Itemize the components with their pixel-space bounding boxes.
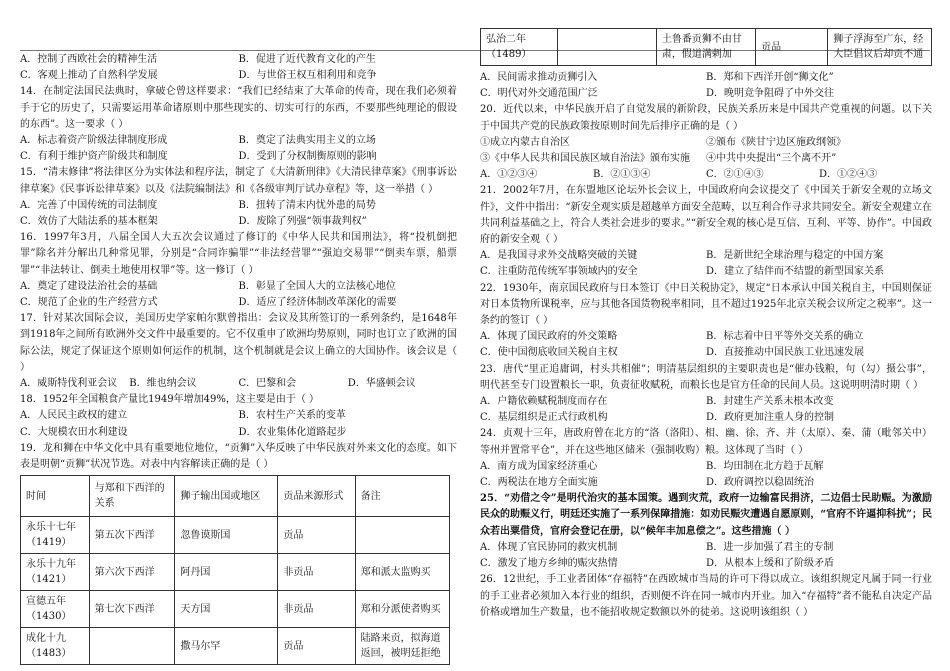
q25-options (480, 540, 932, 572)
table-header-row (21, 476, 450, 517)
option: D．晚明竞争阻碍了中外交往 (706, 88, 835, 100)
option: A．标志着资产阶级法律制度形成 (20, 135, 168, 147)
table-cell: 非贡品 (278, 591, 355, 628)
statement-item: ③《中华人民共和国民族区域自治法》颁布实施 (480, 153, 690, 165)
question-24: 24．贞观十三年，唐政府曾在北方的“洛（洛阳）、相、幽、徐、齐、并（太原）、秦、蒲（毗邻关中）等州并置常平仓”，并在这些地区储米（强制收购）粮。这体现了当时（ ） (480, 428, 932, 456)
table-cell: 郑和派太监购买 (355, 554, 449, 591)
table-cell: 宣德五年（1430） (21, 591, 90, 628)
option: B．是新世纪全球治理与稳定的中国方案 (706, 250, 884, 262)
table-cell: 土鲁番贡狮不由甘肃，假道满剌加 (656, 29, 755, 66)
option: B．促进了近代教育文化的产生 (238, 54, 376, 65)
q18-options (20, 408, 457, 440)
q14-options (20, 133, 457, 165)
option: A．威斯特伐利亚会议 (20, 378, 118, 390)
option: C．②①④③ (706, 169, 764, 181)
option: B．扭转了清末内忧外患的局势 (238, 199, 376, 211)
table-header-cell: 备注 (355, 476, 449, 517)
option: B．均田制在北方趋于瓦解 (706, 460, 824, 472)
question-14: 14．在制定法国民法典时，拿破仑曾这样要求：“我们已经结束了大革命的传奇，现在我们必须着手于它的历史了，只需要运用革命诸原则中那些现实的、切实可行的东西，不要那些纯理论的假设的东西”。这一要求（ ） (20, 86, 457, 130)
right-column (480, 28, 932, 621)
q20-options (480, 167, 932, 183)
table-header-cell: 与郑和下西洋的关系 (89, 476, 175, 517)
question-19: 19．龙和狮在中华文化中具有重要地位地位，“贡狮”入华反映了中华民族对外来文化的态度。如下表是明朝“贡狮”状况节选。对表中内容解读正确的是（ ） (20, 442, 457, 471)
option: B．农村生产关系的变革 (238, 410, 346, 422)
question-23: 23．唐代“里正追庸调，村头共相催”；明清基层组织的主要职责也是“催办钱粮，句（勾）摄公事”，明代甚至专门设置粮长一职，负责征收赋税，而粮长也是官方任命的民间人员。这说明明清时期（ ） (480, 363, 932, 391)
table-cell: 忽鲁谟斯国 (175, 517, 278, 554)
option: A．南方成为国家经济重心 (480, 460, 598, 472)
option: A．户籍依赖赋税制度而存在 (480, 396, 608, 408)
table-cell: 弘治二年（1489） (481, 29, 558, 66)
option: A．完善了中国传统的司法制度 (20, 199, 158, 211)
option: C．有利于维护资产阶级共和制度 (20, 151, 168, 163)
table-cell (89, 628, 175, 665)
option: D．从根本上缓和了阶级矛盾 (706, 558, 835, 570)
table-header-cell: 狮子输出国或地区 (175, 476, 278, 517)
table-cell: 永乐十七年（1419） (21, 517, 90, 554)
option: B．进一步加强了君主的专制 (706, 541, 834, 553)
option: B．郑和下西洋开创“狮文化” (706, 72, 834, 83)
q21-options (480, 248, 932, 280)
option: B．奠定了法典实用主义的立场 (238, 135, 376, 147)
option: C．巴黎和会 (238, 378, 297, 390)
table-cell: 永乐十九年（1421） (21, 554, 90, 591)
question-25: 25．“劝借之令”是明代治灾的基本国策。遇到灾荒，政府一边输富民捐济，二边倡士民助赈。为激励民众的助赈义行，明廷还实施了一系列保障措施：如劝民赈灾遭遇自愿原则，“官府不许逼抑科扰”；民众若出粟借贷，官府会登记在册，以“候年丰加息偿之”。这些措施（ ） (480, 493, 932, 537)
option: D．农业集体化道路起步 (238, 426, 347, 438)
q15-options (20, 198, 457, 230)
option: B．维也纳会议 (129, 378, 197, 390)
option: A．①②③④ (480, 169, 538, 181)
option: A．民间需求推动贡狮引入 (480, 72, 598, 83)
table-row (21, 554, 450, 591)
statement-item: ②颁布《陕甘宁边区施政纲领》 (706, 136, 846, 148)
option: C．注重防范传统军事领域内的安全 (480, 266, 638, 278)
question-18: 18．1952年全国粮食产量比1949年增加49%，这主要是由于（ ） (20, 394, 320, 406)
q13-options (20, 52, 457, 84)
tribute-lion-table (20, 475, 450, 665)
table-cell (355, 517, 449, 554)
table-cell: 第六次下西洋 (89, 554, 175, 591)
option: D．政府调控以稳固统治 (706, 477, 815, 489)
option: B．标志着中日平等外交关系的确立 (706, 331, 864, 343)
q20-items (480, 135, 932, 167)
table-row (21, 591, 450, 628)
question-21: 21．2002年7月，在东盟地区论坛外长会议上，中国政府向会议提交了《中国关于新安全观的立场文件》，文件中指出：“新安全观实质是超越单方面安全范畴，以互利合作寻求共同安全。新安全观建立在共同利益基础之上，符合人类社会进步的要求。”“新安全观的核心是互信、互利、平等、协作”。中国政府的新安全观（ ） (480, 185, 932, 246)
q16-options (20, 279, 457, 311)
table-cell: 贡品 (278, 517, 355, 554)
table-row (21, 628, 450, 665)
table-cell: 第五次下西洋 (89, 517, 175, 554)
option: D．直接推动中国民族工业迅速发展 (706, 347, 865, 359)
question-16: 16．1997年3月，八届全国人大五次会议通过了修订的《中华人民共和国刑法》，将“投机倒把罪”除名并分解出几种常见罪，分别是“合同诈骗罪”“非法经营罪”“强迫交易罪”“倒卖车票，船票罪”“非法转让、倒卖土地使用权罪”等。这一修订（ ） (20, 232, 457, 276)
option: D．政府更加注重人身的控制 (706, 412, 835, 424)
table-cell: 郑和分派使者购买 (355, 591, 449, 628)
option: D．①②④③ (819, 169, 878, 181)
question-15: 15．“清末修律”将法律区分为实体法和程序法，制定了《大清新刑律》《大清民律草案》《刑事诉讼律草案》《民事诉讼律草案》以及《法院编制法》和《各级审判厅试办章程》等，这一举措（ ） (20, 167, 457, 195)
table-cell: 陆路来贡，拟海道返回，被明廷拒绝 (355, 628, 449, 665)
option: C．激发了地方乡绅的赈灾热情 (480, 558, 618, 570)
option: D．适应了经济体制改革深化的需要 (238, 297, 397, 309)
tribute-lion-table-continued (480, 28, 932, 66)
table-cell: 第七次下西洋 (89, 591, 175, 628)
question-20: 20．近代以来，中华民族开启了自觉发展的新阶段，民族关系历来是中国共产党重视的问题。以下关于中国共产党的民族政策按原则时间先后排序正确的是（ ） (480, 104, 932, 132)
option: D．与世俗王权互相利用和竞争 (238, 70, 377, 82)
option: A．奠定了建设法治社会的基础 (20, 280, 158, 292)
table-cell: 成化十九（1483） (21, 628, 90, 665)
option: B．②①③④ (593, 169, 651, 181)
option: C．大规模农田水利建设 (20, 426, 128, 438)
q24-options (480, 459, 932, 491)
option: A．体现了官民协同的救灾机制 (480, 541, 618, 553)
option: C．规范了企业的生产经营方式 (20, 297, 158, 309)
option: D．废除了列强“领事裁判权” (238, 216, 367, 228)
question-26: 26．12世纪，手工业者团体“存福特”在西欧城市当局的许可下得以成立。该组织规定凡属于同一行业的手工业者必须加入本行业的组织，否则便不许在同一城市内开业。加入“存福特”者不能私自决定产品价格或增加生产数量，也不能招收规定数额以外的徒弟。这说明该组织（ ） (480, 574, 932, 618)
option: C．使中国彻底收回关税自主权 (480, 347, 618, 359)
table-cell: 贡品 (756, 29, 828, 66)
table-header-cell: 贡品来源形式 (278, 476, 355, 517)
table-header-cell: 时间 (21, 476, 90, 517)
option: B．封建生产关系未根本改变 (706, 396, 834, 408)
option: A．是我国寻求外交战略突破的关键 (480, 250, 638, 262)
table-cell: 阿丹国 (175, 554, 278, 591)
option: C．基层组织是正式行政机构 (480, 412, 608, 424)
table-cell: 天方国 (175, 591, 278, 628)
left-column (20, 52, 457, 665)
table-cell: 撒马尔罕 (175, 628, 278, 665)
statement-item: ④中共中央提出“三个离不开” (706, 153, 837, 165)
option: D．建立了结伴而不结盟的新型国家关系 (706, 266, 885, 278)
q23-options (480, 394, 932, 426)
statement-item: ①成立内蒙古自治区 (480, 136, 570, 148)
option: D．受到了分权制衡原则的影响 (238, 151, 377, 163)
option: B．彰显了全国人大的立法核心地位 (238, 280, 396, 292)
option: C．客观上推动了自然科学发展 (20, 70, 158, 82)
option: D．华盛顿会议 (347, 378, 416, 390)
option: A．体现了国民政府的外交策略 (480, 331, 618, 343)
table-cell (557, 29, 656, 66)
question-22: 22．1930年，南京国民政府与日本签订《中日关税协定》，规定“日本承认中国关税自主，中国则保证对日本货物所课税率，应与其他各国货物税率相同，且不超过1925年北京关税会议所定之税率”。这一条约的签订（ ） (480, 282, 932, 327)
table-cell: 狮子浮海至广东，经大臣倡议后却贡不通 (828, 29, 932, 66)
question-17: 17．针对某次国际会议，美国历史学家帕尔默曾指出：会议及其所签订的一系列条约，是1648年到1918年之间所有欧洲外交文件中最重要的。它不仅重申了欧洲均势原则，同时也订立了欧洲的国际公法，规定了保证这个原则如何运作的机制，这个机制就是会议上确立的大国协作。该会议是（ ） (20, 313, 457, 373)
table-cell: 非贡品 (278, 554, 355, 591)
table-cell: 贡品 (278, 628, 355, 665)
option: C．两税法在地方全面实施 (480, 477, 598, 489)
q22-options (480, 329, 932, 361)
option: A．控制了西欧社会的精神生活 (20, 54, 158, 65)
option: C．明代对外交通范围广泛 (480, 88, 598, 100)
table-row (21, 517, 450, 554)
q19-options (480, 70, 932, 102)
q17-options (20, 376, 457, 392)
option: C．效仿了大陆法系的基本框架 (20, 216, 158, 228)
table-row (481, 29, 932, 66)
option: A．人民民主政权的建立 (20, 410, 128, 422)
